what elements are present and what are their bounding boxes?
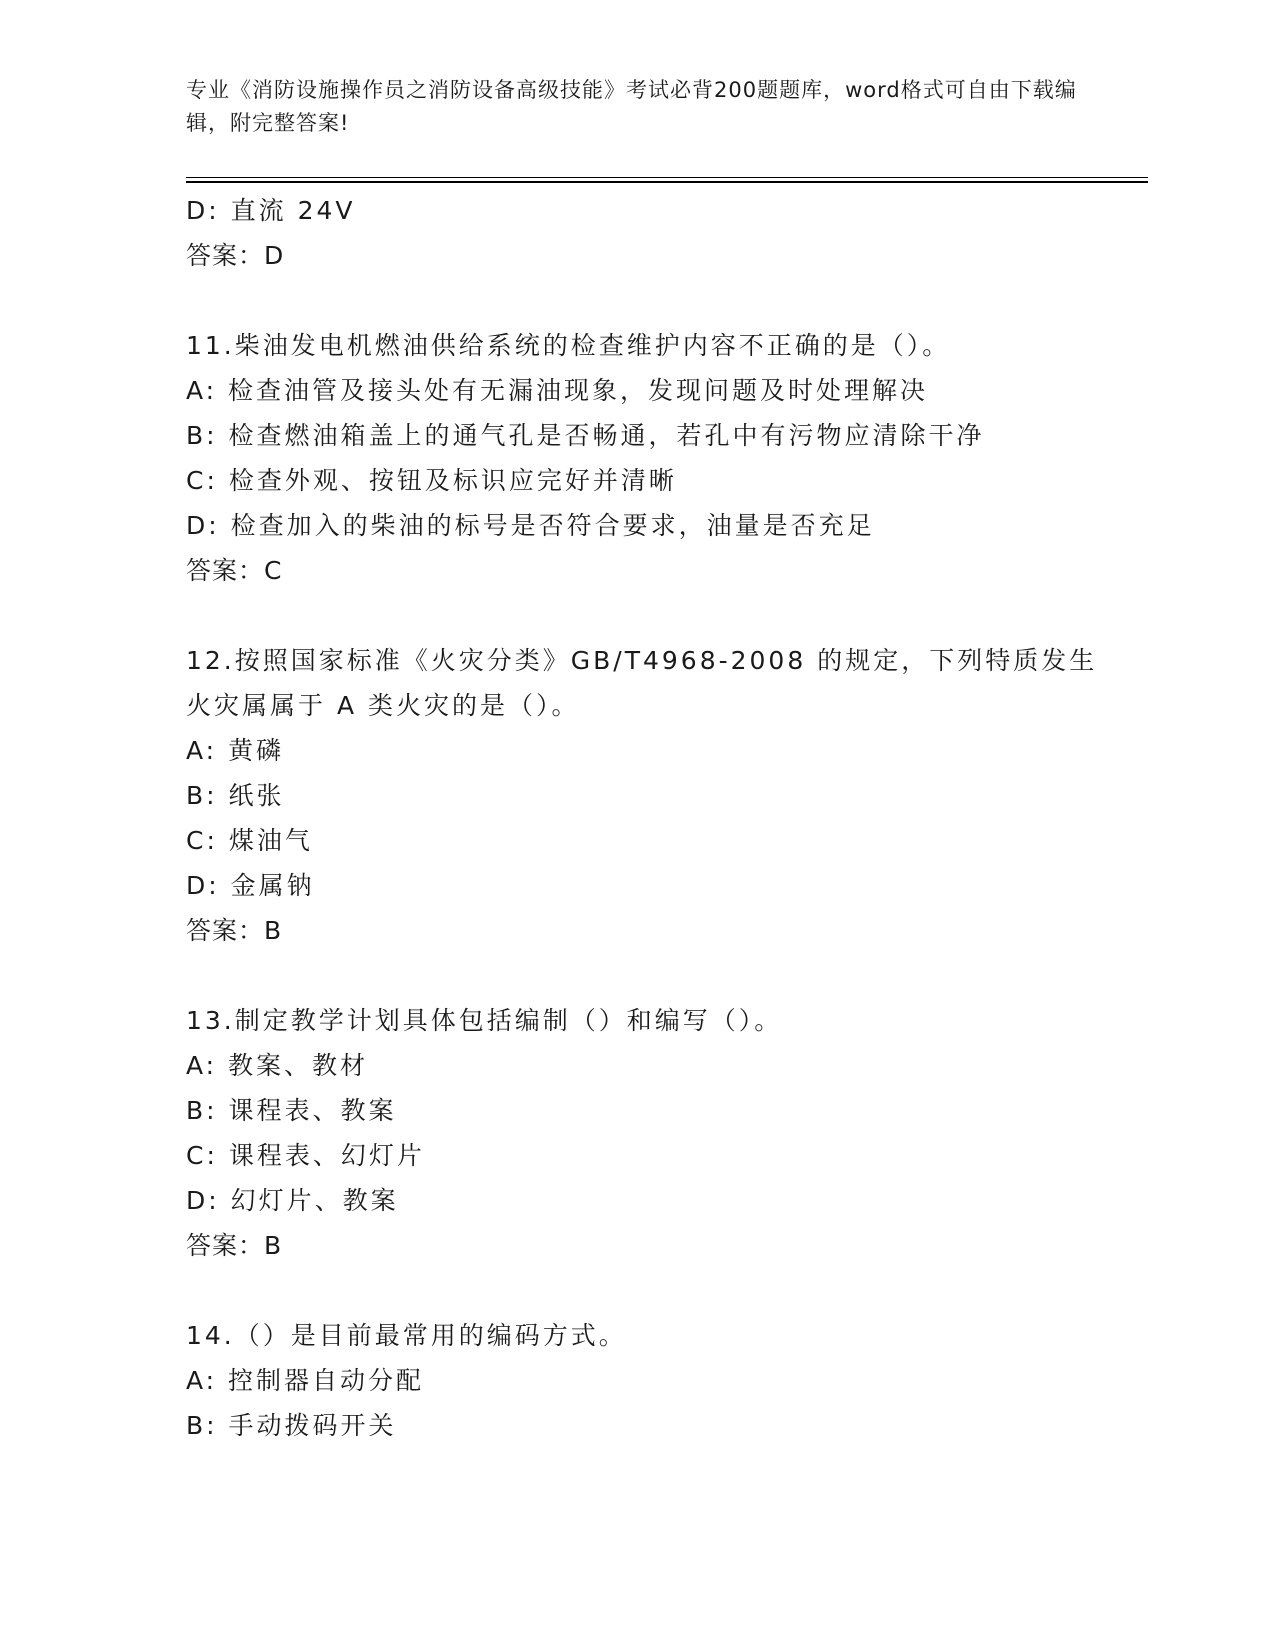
question-12-option-d: D: 金属钠 bbox=[186, 871, 315, 900]
prev-answer: 答案：D bbox=[186, 241, 285, 270]
question-13-option-c: C: 课程表、幻灯片 bbox=[186, 1141, 425, 1170]
spacer bbox=[186, 278, 1148, 323]
question-12-title-line2: 火灾属属于 A 类火灾的是（）。 bbox=[186, 691, 580, 720]
question-14-option-a: A: 控制器自动分配 bbox=[186, 1366, 425, 1395]
question-13-option-b: B: 课程表、教案 bbox=[186, 1096, 397, 1125]
question-content bbox=[186, 188, 1148, 1448]
page-header: 专业《消防设施操作员之消防设备高级技能》考试必背200题题库，word格式可自由下载编辑，附完整答案! bbox=[186, 78, 1077, 135]
prev-option-d: D: 直流 24V bbox=[186, 196, 356, 225]
spacer bbox=[186, 953, 1148, 998]
question-12-title-line1: 12.按照国家标准《火灾分类》GB/T4968-2008 的规定，下列特质发生 bbox=[186, 646, 1098, 675]
question-13-title: 13.制定教学计划具体包括编制（）和编写（）。 bbox=[186, 1006, 783, 1035]
question-11-option-b: B: 检查燃油箱盖上的通气孔是否畅通，若孔中有污物应清除干净 bbox=[186, 421, 985, 450]
question-11-title: 11.柴油发电机燃油供给系统的检查维护内容不正确的是（）。 bbox=[186, 331, 951, 360]
header-divider bbox=[186, 177, 1148, 178]
question-14-option-b: B: 手动拨码开关 bbox=[186, 1411, 397, 1440]
question-11-option-a: A: 检查油管及接头处有无漏油现象，发现问题及时处理解决 bbox=[186, 376, 929, 405]
question-12-option-c: C: 煤油气 bbox=[186, 826, 313, 855]
spacer bbox=[186, 593, 1148, 638]
question-13-option-a: A: 教案、教材 bbox=[186, 1051, 369, 1080]
question-11-answer: 答案：C bbox=[186, 556, 283, 585]
question-12-option-b: B: 纸张 bbox=[186, 781, 285, 810]
question-13-answer: 答案：B bbox=[186, 1231, 283, 1260]
question-14-title: 14.（）是目前最常用的编码方式。 bbox=[186, 1321, 627, 1350]
question-12-option-a: A: 黄磷 bbox=[186, 736, 285, 765]
question-11-option-c: C: 检查外观、按钮及标识应完好并清晰 bbox=[186, 466, 677, 495]
question-12-answer: 答案：B bbox=[186, 916, 283, 945]
spacer bbox=[186, 1268, 1148, 1313]
header-divider-thick bbox=[186, 181, 1148, 183]
question-11-option-d: D: 检查加入的柴油的标号是否符合要求，油量是否充足 bbox=[186, 511, 875, 540]
question-13-option-d: D: 幻灯片、教案 bbox=[186, 1186, 399, 1215]
